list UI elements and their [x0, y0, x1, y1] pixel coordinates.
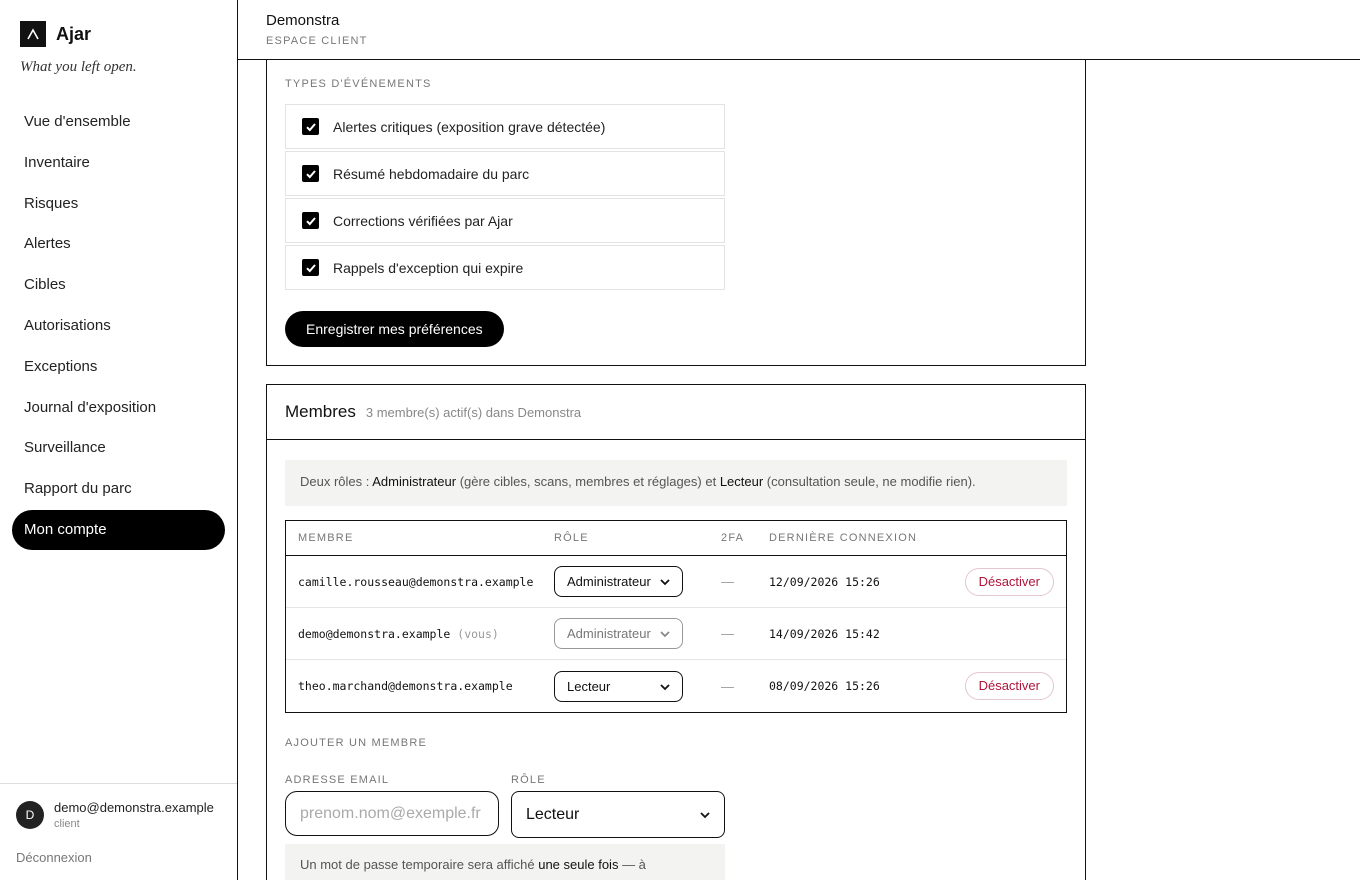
deactivate-button[interactable]: Désactiver	[965, 672, 1054, 700]
member-email-text: theo.marchand@demonstra.example	[298, 679, 513, 693]
sidebar-item-targets[interactable]: Cibles	[24, 276, 66, 294]
email-field-label: ADRESSE EMAIL	[285, 774, 390, 786]
notification-preferences-panel	[266, 60, 1086, 366]
role-select[interactable]	[554, 566, 683, 597]
checkbox-checked-icon[interactable]	[302, 118, 319, 135]
main-content	[238, 60, 1360, 880]
member-email	[286, 575, 554, 589]
event-label: Rappels d'exception qui expire	[333, 259, 524, 276]
event-item-exception-reminders[interactable]	[285, 245, 725, 290]
chevron-down-icon	[660, 574, 670, 589]
role-select[interactable]	[554, 671, 683, 702]
sidebar-item-my-account[interactable]: Mon compte	[12, 510, 225, 550]
role-select-value: Lecteur	[567, 678, 611, 694]
members-header	[267, 385, 1085, 440]
member-email	[286, 679, 554, 693]
roles-info-text: Deux rôles :	[300, 474, 373, 489]
sidebar-item-exceptions[interactable]: Exceptions	[24, 357, 98, 375]
logout-link[interactable]: Déconnexion	[16, 850, 92, 865]
you-tag: (vous)	[457, 626, 499, 641]
members-table	[285, 520, 1067, 713]
members-panel	[266, 384, 1086, 880]
event-label: Résumé hebdomadaire du parc	[333, 165, 530, 182]
checkbox-checked-icon[interactable]	[302, 212, 319, 229]
col-role: RÔLE	[554, 532, 589, 544]
last-login: 12/09/2026 15:26	[769, 574, 880, 589]
add-member-label: AJOUTER UN MEMBRE	[285, 737, 428, 749]
twofa-status: —	[721, 626, 734, 641]
role-select-value: Administrateur	[567, 574, 651, 589]
role-reader-name: Lecteur	[719, 474, 764, 489]
user-role: client	[54, 818, 80, 830]
twofa-status: —	[721, 574, 734, 589]
deactivate-button[interactable]: Désactiver	[965, 568, 1054, 596]
table-header	[286, 521, 1066, 556]
note-emphasis: une seule fois	[538, 857, 619, 872]
email-field[interactable]: prenom.nom@exemple.fr	[285, 791, 499, 836]
event-label: Alertes critiques (exposition grave détectée)	[333, 118, 606, 135]
user-block	[0, 783, 237, 865]
org-title: Demonstra	[266, 12, 340, 29]
org-subtitle: ESPACE CLIENT	[266, 35, 368, 47]
event-label: Corrections vérifiées par Ajar	[333, 212, 513, 229]
ajar-logo-icon	[20, 21, 46, 47]
sidebar-item-monitoring[interactable]: Surveillance	[24, 439, 106, 457]
role-admin-name: Administrateur	[372, 474, 457, 489]
event-item-critical-alerts[interactable]	[285, 104, 725, 149]
chevron-down-icon	[660, 679, 670, 694]
chevron-down-icon	[700, 806, 710, 824]
roles-info	[285, 460, 1067, 506]
sidebar-item-alerts[interactable]: Alertes	[24, 235, 71, 253]
new-member-role-select[interactable]	[511, 791, 725, 838]
member-email-text: camille.rousseau@demonstra.example	[298, 574, 534, 589]
role-select-value: Lecteur	[526, 805, 580, 823]
sidebar-item-fleet-report[interactable]: Rapport du parc	[24, 480, 132, 498]
event-types-label: TYPES D'ÉVÉNEMENTS	[285, 78, 432, 90]
brand-tagline: What you left open.	[20, 59, 137, 75]
table-row	[286, 608, 1066, 660]
col-2fa: 2FA	[721, 532, 745, 544]
roles-info-text: (consultation seule, ne modifie rien).	[763, 474, 976, 489]
role-select	[554, 618, 683, 649]
last-login: 08/09/2026 15:26	[769, 679, 880, 693]
role-select-value: Administrateur	[567, 626, 651, 641]
note-text: Un mot de passe temporaire sera affiché	[300, 857, 539, 872]
checkbox-checked-icon[interactable]	[302, 165, 319, 182]
top-header	[238, 0, 1360, 60]
member-email	[286, 627, 554, 641]
event-item-weekly-summary[interactable]	[285, 151, 725, 196]
brand[interactable]	[20, 21, 91, 47]
sidebar-item-overview[interactable]: Vue d'ensemble	[24, 113, 131, 130]
event-item-verified-fixes[interactable]	[285, 198, 725, 243]
last-login: 14/09/2026 15:42	[769, 626, 880, 641]
members-count: 3 membre(s) actif(s) dans Demonstra	[365, 405, 582, 420]
user-email: demo@demonstra.example	[54, 800, 214, 815]
temp-password-note	[285, 844, 725, 880]
checkbox-checked-icon[interactable]	[302, 259, 319, 276]
event-types-list	[285, 104, 725, 292]
chevron-down-icon	[660, 626, 670, 641]
sidebar	[0, 0, 238, 880]
sidebar-item-inventory[interactable]: Inventaire	[24, 153, 90, 171]
member-email-text: demo@demonstra.example	[298, 626, 451, 641]
save-preferences-button[interactable]: Enregistrer mes préférences	[285, 311, 504, 347]
avatar: D	[16, 801, 44, 829]
col-last-login: DERNIÈRE CONNEXION	[769, 532, 918, 544]
sidebar-item-risks[interactable]: Risques	[24, 194, 79, 212]
brand-name: Ajar	[56, 23, 92, 44]
table-row	[286, 556, 1066, 608]
col-member: MEMBRE	[298, 532, 354, 544]
twofa-status: —	[721, 678, 734, 694]
table-row	[286, 660, 1066, 712]
note-text: — à	[618, 857, 646, 872]
sidebar-item-exposure-log[interactable]: Journal d'exposition	[24, 398, 157, 416]
sidebar-nav	[12, 102, 225, 551]
members-title: Membres	[285, 402, 356, 421]
role-field-label: RÔLE	[511, 774, 546, 786]
sidebar-item-authorizations[interactable]: Autorisations	[24, 316, 111, 334]
roles-info-text: (gère cibles, scans, membres et réglages) et	[456, 474, 720, 489]
